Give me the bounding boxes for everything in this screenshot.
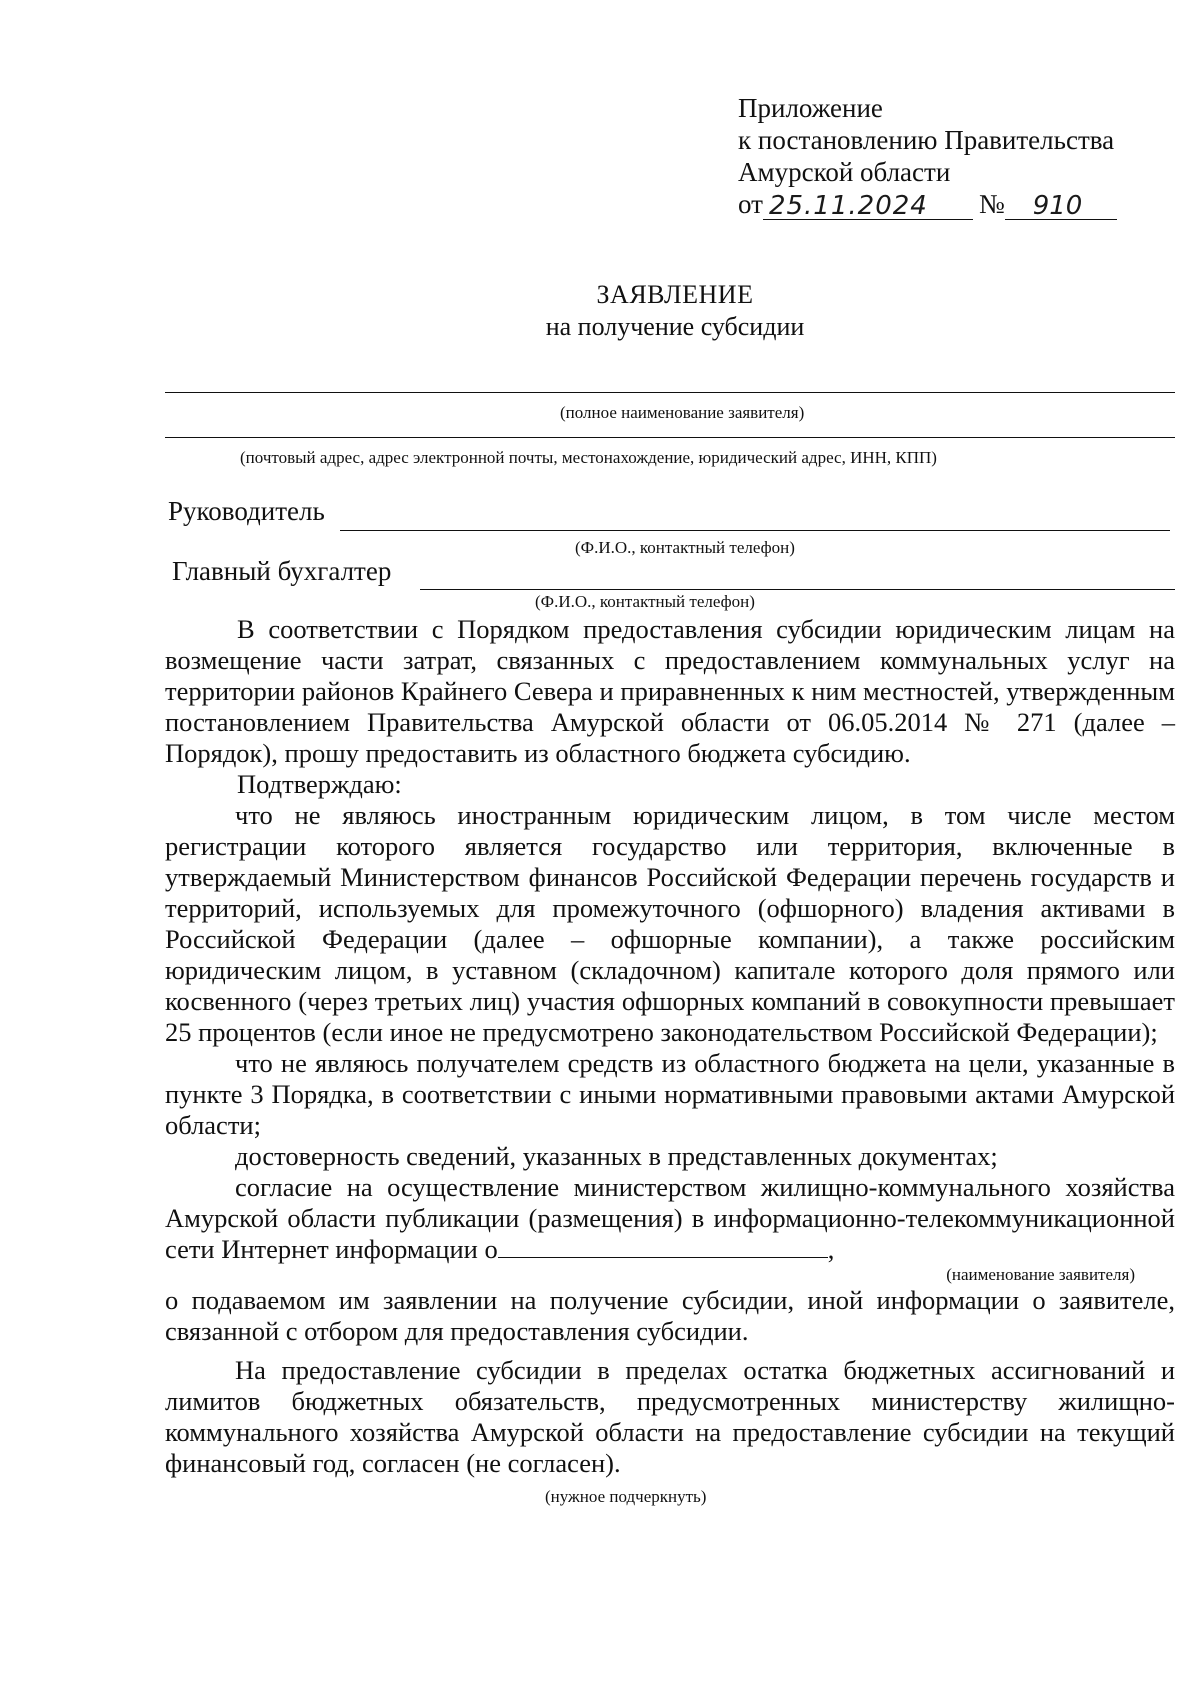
handwritten-date: 25.11.2024 (763, 193, 973, 220)
applicant-name-caption: (полное наименование заявителя) (560, 403, 805, 422)
head-field[interactable] (340, 530, 1170, 531)
accountant-label: Главный бухгалтер (172, 556, 392, 586)
consent-text: согласие на осуществление министерством жилищно-коммунального хозяйства Амурской области публикации (размещения) в информационно-телекоммуникационной сети Интернет информации о (165, 1172, 1175, 1264)
from-label: от (738, 189, 763, 219)
body-paragraph-agreement: На предоставление субсидии в пределах остатка бюджетных ассигнований и лимитов бюджетных обязательств, предусмотренных министерству жилищно-коммунального хозяйства Амурской области на предоставление субсидии на текущий финансовый год, согласен (не согласен). (165, 1355, 1175, 1478)
accountant-field[interactable] (420, 589, 1175, 590)
applicant-name-inline-field[interactable] (498, 1235, 828, 1258)
accountant-caption: (Ф.И.О., контактный телефон) (535, 592, 755, 611)
appendix-line-1: Приложение (738, 93, 883, 123)
document-subtitle: на получение субсидии (545, 312, 805, 341)
body-paragraph-intro: В соответствии с Порядком предоставления субсидии юридическим лицам на возмещение части затрат, связанных с предоставлением коммунальных услуг на территории районов Крайнего Севера и приравненных к ним местностей, утвержденным постановлением Правительства Амурской области от 06.05.2014 № 271 (далее – Порядок), прошу предоставить из областного бюджета субсидию. (165, 614, 1175, 768)
appendix-date-line (738, 188, 1117, 220)
appendix-block (738, 92, 1117, 220)
applicant-name-field[interactable] (165, 392, 1175, 393)
confirm-item-consent (165, 1172, 1175, 1265)
handwritten-number: 910 (1005, 193, 1117, 220)
address-field[interactable] (165, 437, 1175, 438)
consent-comma: , (827, 1234, 835, 1264)
applicant-inline-caption: (наименование заявителя) (946, 1265, 1135, 1284)
head-label: Руководитель (168, 496, 325, 526)
consent-continuation: о подаваемом им заявлении на получение субсидии, иной информации о заявителе, связанной с отбором для предоставления субсидии. (165, 1285, 1175, 1346)
document-body (165, 614, 1175, 1512)
head-caption: (Ф.И.О., контактный телефон) (575, 538, 795, 557)
document-title: ЗАЯВЛЕНИЕ (596, 280, 754, 309)
underline-caption: (нужное подчеркнуть) (545, 1487, 707, 1506)
appendix-line-2: к постановлению Правительства (738, 125, 1115, 155)
confirm-item-reliability: достоверность сведений, указанных в представленных документах; (235, 1141, 998, 1171)
confirm-item-not-recipient: что не являюсь получателем средств из областного бюджета на цели, указанные в пункте 3 Порядка, в соответствии с иными нормативными правовыми актами Амурской области; (165, 1048, 1175, 1140)
appendix-line-3: Амурской области (738, 157, 951, 187)
number-label: № (978, 189, 1005, 219)
address-caption: (почтовый адрес, адрес электронной почты, местонахождение, юридический адрес, ИНН, КПП) (240, 448, 937, 467)
confirm-item-offshore: что не являюсь иностранным юридическим лицом, в том числе местом регистрации которого является государство или территория, включенные в утверждаемый Министерством финансов Российской Федерации перечень государств и территорий, используемых для промежуточного (офшорного) владения активами в Российской Федерации (далее – офшорные компании), а также российским юридическим лицом, в уставном (складочном) капитале которого доля прямого или косвенного (через третьих лиц) участия офшорных компаний в совокупности превышает 25 процентов (если иное не предусмотрено законодательством Российской Федерации); (165, 800, 1175, 1047)
confirm-heading: Подтверждаю: (237, 769, 402, 799)
